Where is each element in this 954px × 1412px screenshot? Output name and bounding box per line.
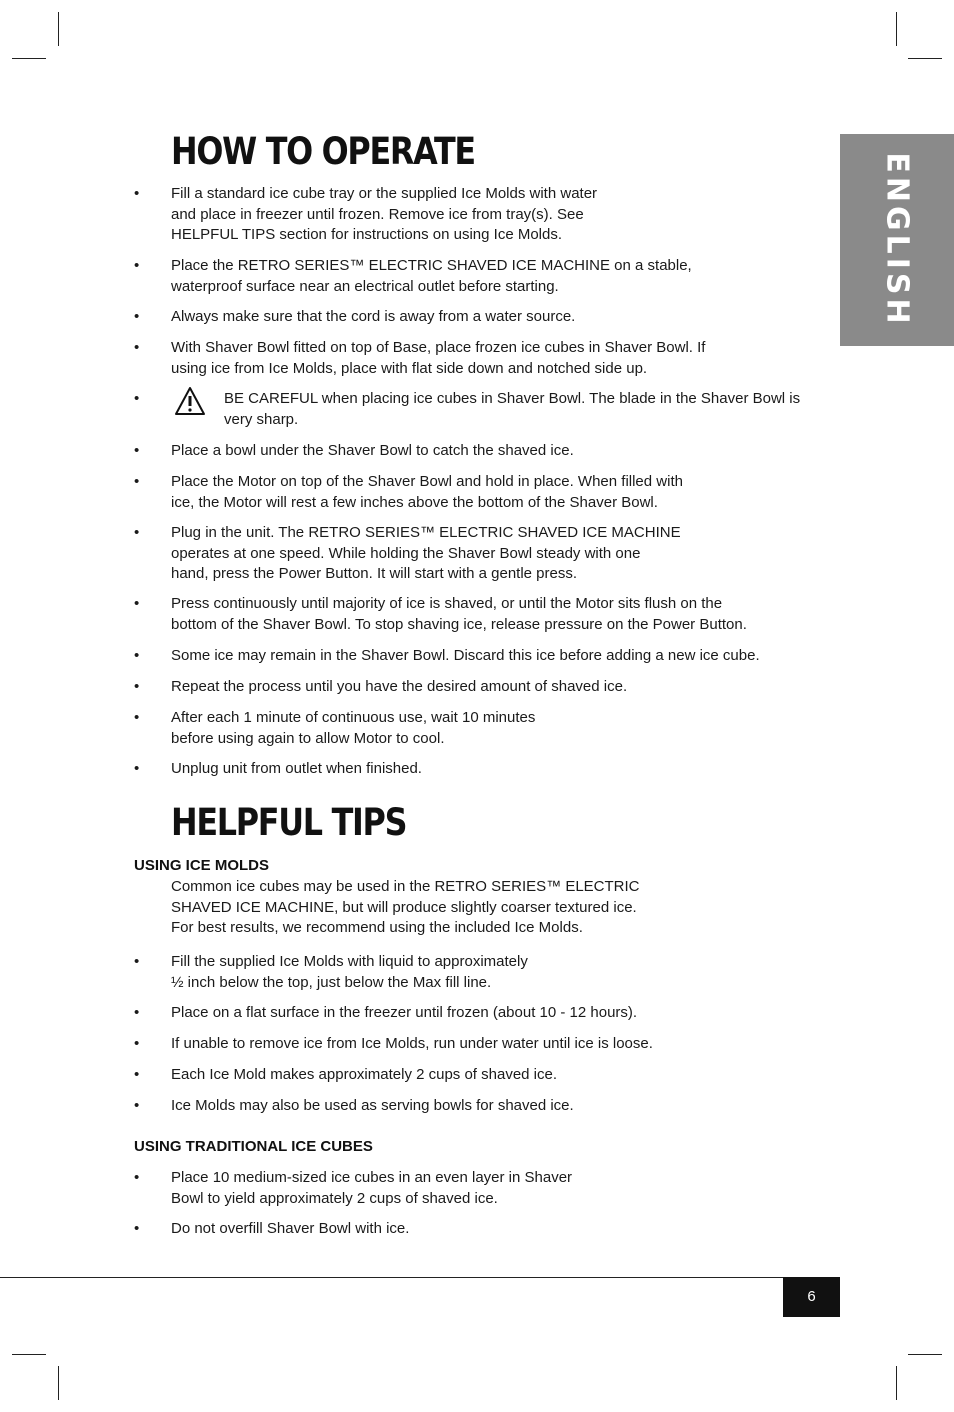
list-item-text [171,1168,572,1209]
bullet: • [134,524,140,541]
bullet: • [134,442,140,459]
list-item-text [171,1034,653,1055]
list-item-line: Some ice may remain in the Shaver Bowl. Discard this ice before adding a new ice cube. [171,647,760,664]
list-item-line: ice, the Motor will rest a few inches above the bottom of the Shaver Bowl. [171,493,658,511]
list-item-text [171,1065,557,1086]
list-item-line: Place 10 medium-sized ice cubes in an even layer in Shaver [171,1169,573,1186]
list-item-line: and place in freezer until frozen. Remove ice from tray(s). See [171,205,584,223]
list-item-text [171,952,528,993]
list-item-text [224,389,800,430]
bullet: • [134,473,140,490]
subheading-using-ice-molds: USING ICE MOLDS [134,857,270,874]
bullet: • [134,1035,140,1052]
bullet: • [134,308,140,325]
bullet: • [134,953,140,970]
list-item-line: Place the Motor on top of the Shaver Bowl and hold in place. When filled with [171,473,683,490]
list-item-text [171,441,574,462]
bullet: • [134,1097,140,1114]
bullet: • [134,760,140,777]
list-item-line: Fill a standard ice cube tray or the supplied Ice Molds with water [171,185,598,202]
bullet: • [134,390,140,407]
bullet: • [134,595,140,612]
section-title-helpful-tips: HELPFUL TIPS [171,801,407,844]
bullet: • [134,709,140,726]
warning-triangle-icon [174,386,206,416]
ice-molds-intro-line: SHAVED ICE MACHINE, but will produce slightly coarser textured ice. [171,898,637,916]
crop-mark [896,1366,897,1400]
list-item-line: Press continuously until majority of ice is shaved, or until the Motor sits flush on the [171,595,723,612]
list-item-line: HELPFUL TIPS section for instructions on using Ice Molds. [171,226,563,243]
language-tab [840,134,954,346]
list-item-text [171,307,575,328]
list-item-line: using ice from Ice Molds, place with flat side down and notched side up. [171,359,648,377]
list-item-line: Bowl to yield approximately 2 cups of shaved ice. [171,1189,498,1207]
bullet: • [134,1169,140,1186]
crop-mark [12,1354,46,1355]
list-item-line: With Shaver Bowl fitted on top of Base, place frozen ice cubes in Shaver Bowl. If [171,339,706,356]
list-item-line: very sharp. [224,410,299,428]
list-item-text [171,677,627,698]
list-item-text [171,338,705,379]
crop-mark [896,12,897,46]
crop-mark [58,12,59,46]
list-item-line: operates at one speed. While holding the Shaver Bowl steady with one [171,544,641,562]
list-item-line: Fill the supplied Ice Molds with liquid to approximately [171,953,528,970]
list-item-text [171,1003,637,1024]
bullet: • [134,339,140,356]
list-item-line: waterproof surface near an electrical outlet before starting. [171,277,559,295]
bullet: • [134,185,140,202]
list-item-line: before using again to allow Motor to cool. [171,729,445,747]
list-item-line: Always make sure that the cord is away from a water source. [171,308,576,325]
list-item-text [171,256,692,297]
list-item-text [171,1219,409,1240]
list-item-text [171,594,747,635]
section-title-how-to-operate: HOW TO OPERATE [171,130,475,173]
footer-rule [0,1277,840,1278]
ice-molds-intro-line: For best results, we recommend using the included Ice Molds. [171,919,583,936]
list-item-line: Place the RETRO SERIES™ ELECTRIC SHAVED ICE MACHINE on a stable, [171,257,692,274]
list-item-line: Do not overfill Shaver Bowl with ice. [171,1220,410,1237]
list-item-text [171,759,422,780]
list-item-text [171,708,535,749]
bullet: • [134,257,140,274]
ice-molds-intro-line: Common ice cubes may be used in the RETRO SERIES™ ELECTRIC [171,878,640,895]
list-item-line: Repeat the process until you have the desired amount of shaved ice. [171,678,628,695]
list-item-line: bottom of the Shaver Bowl. To stop shaving ice, release pressure on the Power Button. [171,615,747,633]
bullet: • [134,1066,140,1083]
list-item-line: Place a bowl under the Shaver Bowl to catch the shaved ice. [171,442,574,459]
language-tab-label: ENGLISH [879,152,915,328]
list-item-text [171,472,683,513]
list-item-line: Ice Molds may also be used as serving bowls for shaved ice. [171,1097,574,1114]
list-item-line: If unable to remove ice from Ice Molds, run under water until ice is loose. [171,1035,653,1052]
list-item-line: hand, press the Power Button. It will start with a gentle press. [171,565,578,582]
bullet: • [134,1004,140,1021]
list-item-text [171,646,760,667]
subheading-using-traditional-ice-cubes: USING TRADITIONAL ICE CUBES [134,1138,373,1155]
bullet: • [134,678,140,695]
list-item-line: After each 1 minute of continuous use, wait 10 minutes [171,709,536,726]
list-item-text [171,523,681,585]
list-item-line: Each Ice Mold makes approximately 2 cups of shaved ice. [171,1066,558,1083]
crop-mark [908,58,942,59]
crop-mark [58,1366,59,1400]
list-item-line: ½ inch below the top, just below the Max fill line. [171,973,492,991]
bullet: • [134,647,140,664]
crop-mark [12,58,46,59]
list-item-line: Unplug unit from outlet when finished. [171,760,422,777]
bullet: • [134,1220,140,1237]
list-item-line: Place on a flat surface in the freezer until frozen (about 10 - 12 hours). [171,1004,638,1021]
list-item-text [171,184,597,246]
list-item-line: Plug in the unit. The RETRO SERIES™ ELECTRIC SHAVED ICE MACHINE [171,524,681,541]
crop-mark [908,1354,942,1355]
page-number: 6 [783,1277,840,1317]
list-item-line: BE CAREFUL when placing ice cubes in Shaver Bowl. The blade in the Shaver Bowl is [224,390,801,407]
list-item-text [171,1096,574,1117]
